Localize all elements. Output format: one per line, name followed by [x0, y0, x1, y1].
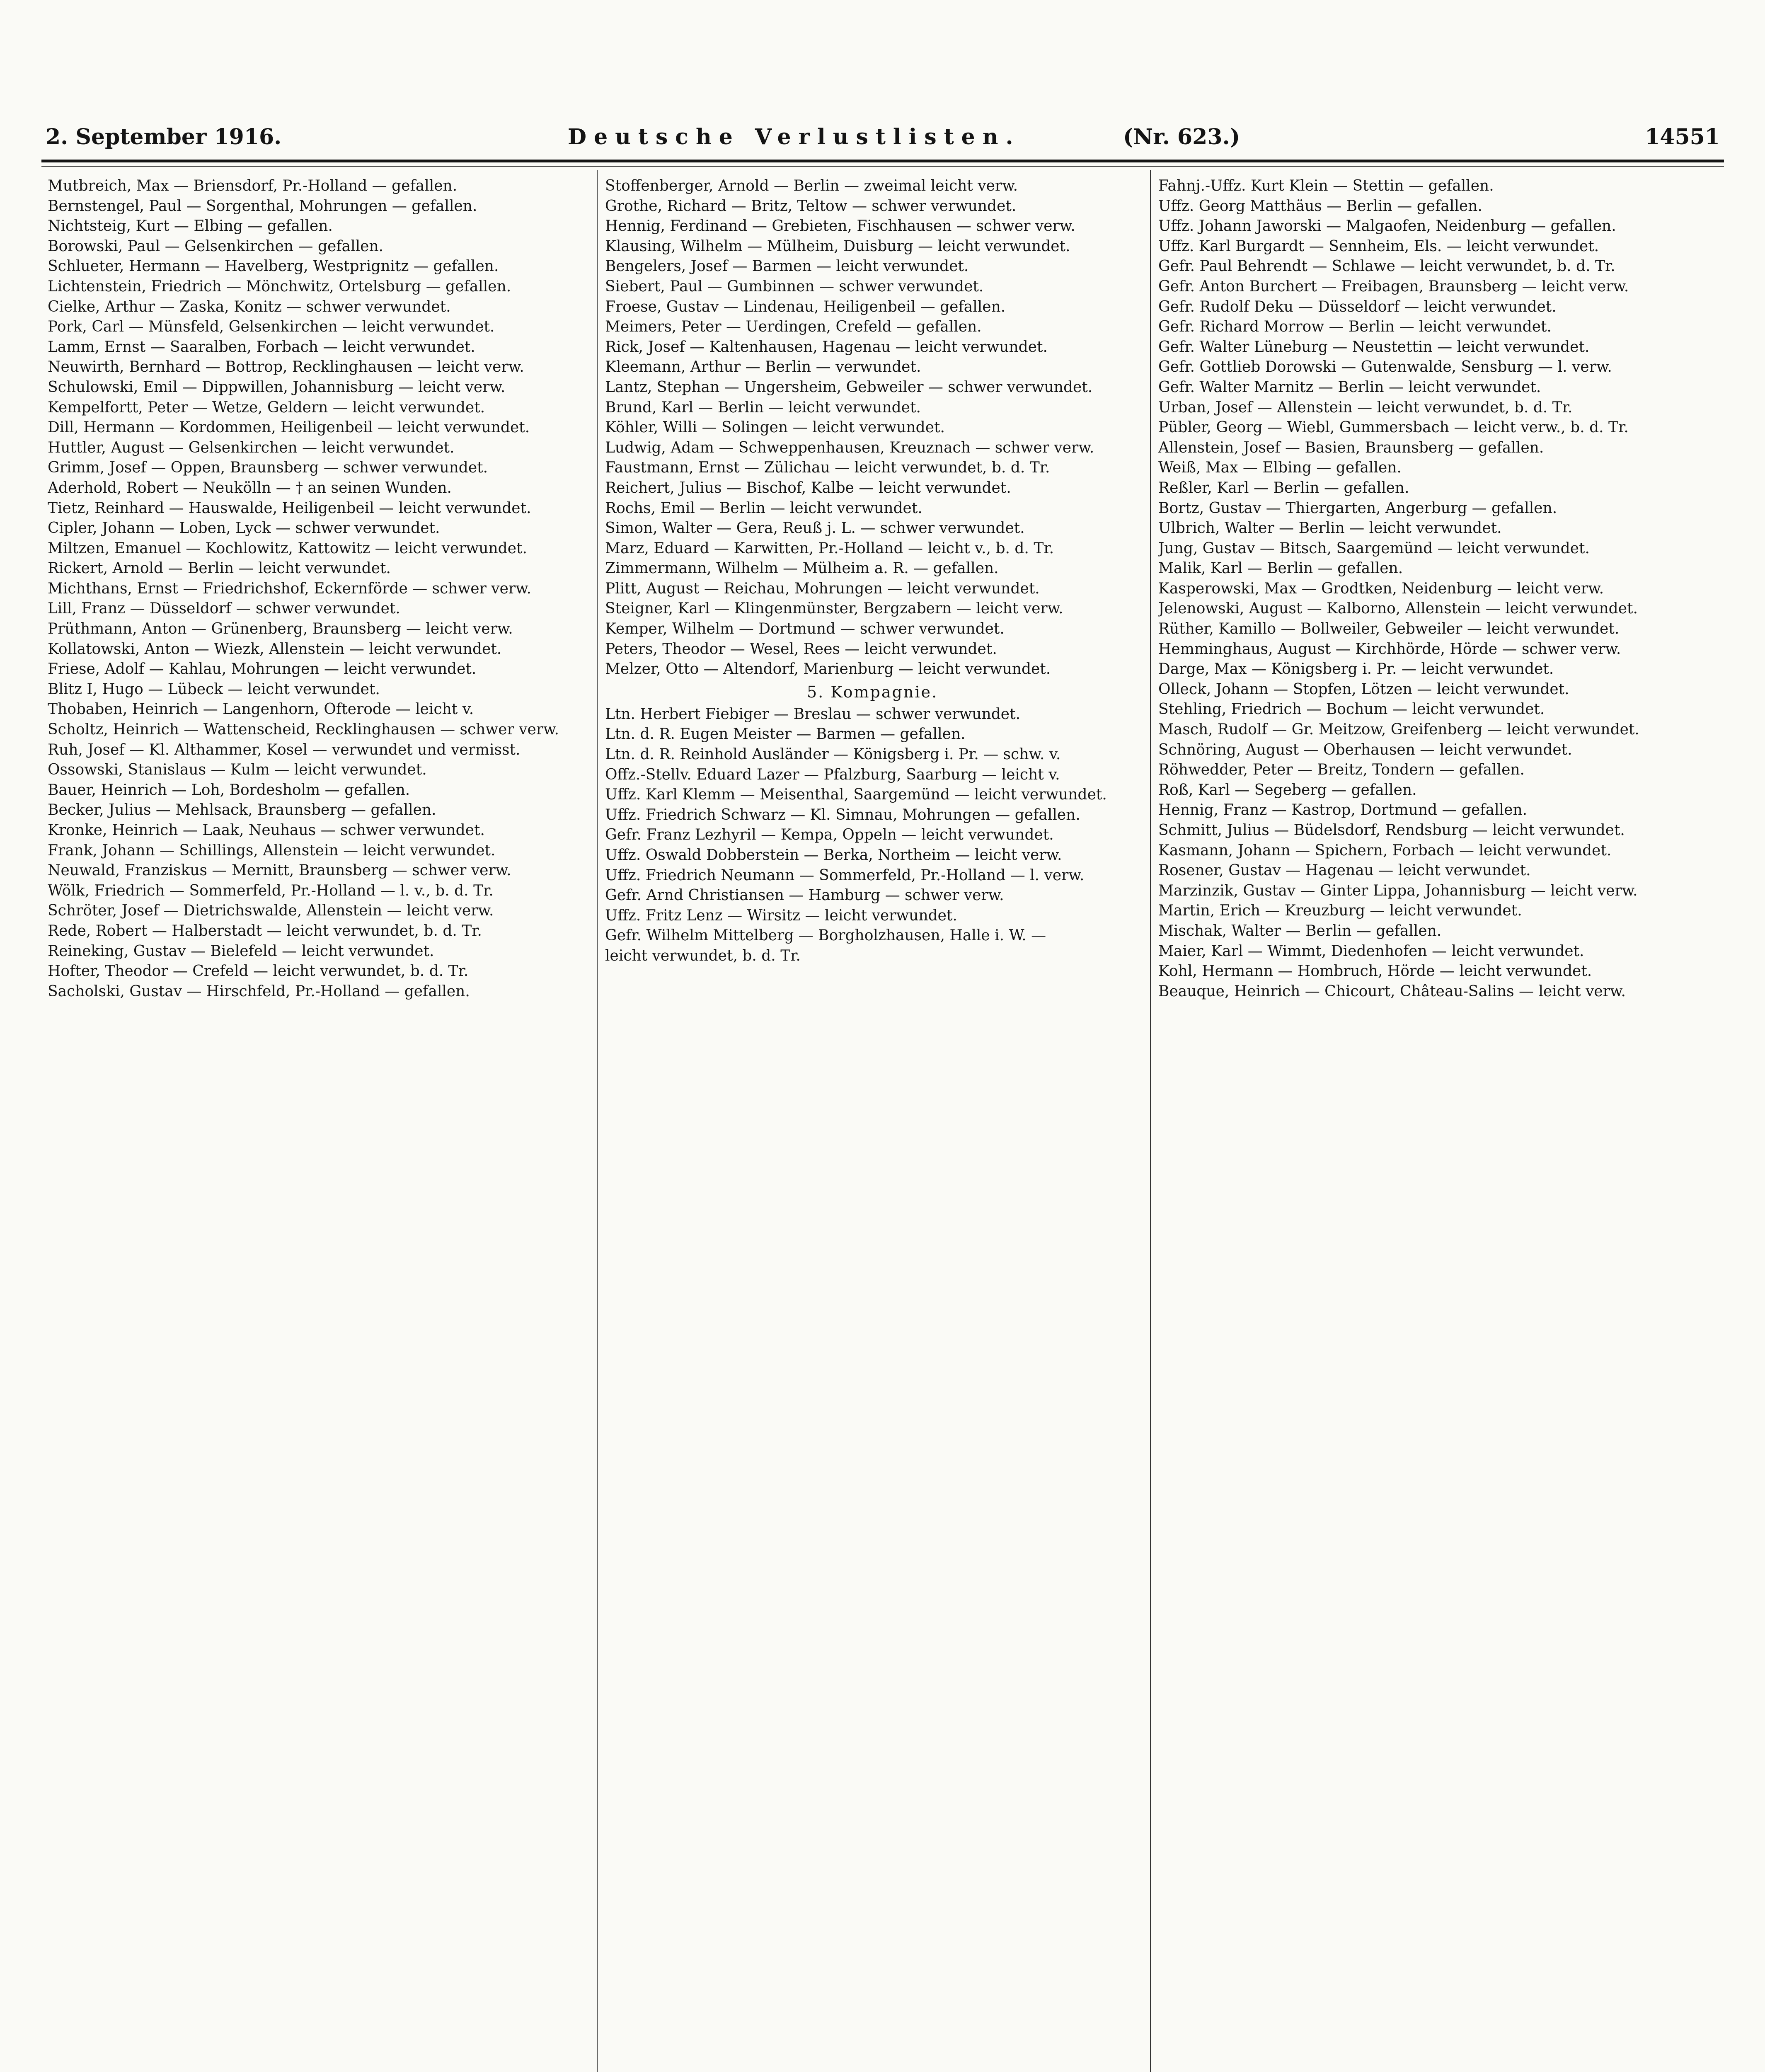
casualty-entry: Uffz. Karl Burgardt — Sennheim, Els. — leicht verwundet. [1158, 237, 1599, 255]
company-heading: 5. Kompagnie. [806, 683, 938, 701]
casualty-entry: Ltn. d. R. Eugen Meister — Barmen — gefallen. [605, 726, 966, 743]
casualty-entry: Röhwedder, Peter — Breitz, Tondern — gefallen. [1158, 761, 1525, 779]
casualty-entry: Hemminghaus, August — Kirchhörde, Hörde — schwer verw. [1158, 640, 1621, 658]
casualty-entry: Weiß, Max — Elbing — gefallen. [1158, 459, 1402, 477]
column-divider [1150, 170, 1151, 2072]
header-rule [41, 160, 1724, 162]
casualty-entry: Ruh, Josef — Kl. Althammer, Kosel — verwundet und vermisst. [48, 741, 521, 758]
casualty-entry: Schulowski, Emil — Dippwillen, Johannisburg — leicht verw. [48, 378, 506, 396]
casualty-entry: Masch, Rudolf — Gr. Meitzow, Greifenberg — leicht verwundet. [1158, 721, 1639, 738]
casualty-entry: Kollatowski, Anton — Wiezk, Allenstein — leicht verwundet. [48, 640, 502, 658]
casualty-entry: Rosener, Gustav — Hagenau — leicht verwundet. [1158, 862, 1531, 879]
header-title: Deutsche Verlustlisten. [568, 124, 1021, 150]
casualty-entry: Köhler, Willi — Solingen — leicht verwundet. [605, 419, 945, 436]
casualty-entry: Lantz, Stephan — Ungersheim, Gebweiler — schwer verwundet. [605, 378, 1093, 396]
casualty-entry: Ludwig, Adam — Schweppenhausen, Kreuznach — schwer verw. [605, 439, 1094, 456]
casualty-entry: Kempelfortt, Peter — Wetze, Geldern — leicht verwundet. [48, 399, 485, 416]
casualty-entry: Ulbrich, Walter — Berlin — leicht verwundet. [1158, 520, 1502, 537]
casualty-entry: Mutbreich, Max — Briensdorf, Pr.-Holland — gefallen. [48, 177, 458, 194]
header-date: 2. September 1916. [46, 124, 282, 150]
casualty-entry: Schmitt, Julius — Büdelsdorf, Rendsburg — leicht verwundet. [1158, 822, 1625, 839]
casualty-entry: Huttler, August — Gelsenkirchen — leicht verwundet. [48, 439, 455, 456]
casualty-entry: Friese, Adolf — Kahlau, Mohrungen — leicht verwundet. [48, 661, 477, 678]
casualty-entry: Hennig, Franz — Kastrop, Dortmund — gefallen. [1158, 801, 1528, 819]
casualty-entry: Blitz I, Hugo — Lübeck — leicht verwundet. [48, 680, 380, 698]
casualty-entry: Thobaben, Heinrich — Langenhorn, Ofterode — leicht v. [48, 701, 474, 718]
casualty-entry: Kleemann, Arthur — Berlin — verwundet. [605, 358, 921, 376]
casualty-entry: Klausing, Wilhelm — Mülheim, Duisburg — leicht verwundet. [605, 237, 1070, 255]
casualty-entry: Maier, Karl — Wimmt, Diedenhofen — leicht verwundet. [1158, 942, 1584, 960]
casualty-entry: Kohl, Hermann — Hombruch, Hörde — leicht verwundet. [1158, 963, 1592, 980]
header-page-number: 14551 [1645, 124, 1720, 150]
casualty-entry: Hennig, Ferdinand — Grebieten, Fischhausen — schwer verw. [605, 218, 1075, 235]
casualty-entry: Rickert, Arnold — Berlin — leicht verwundet. [48, 560, 391, 577]
page-header [46, 124, 1720, 153]
casualty-entry: Jung, Gustav — Bitsch, Saargemünd — leicht verwundet. [1158, 540, 1590, 557]
casualty-entry: Fahnj.-Uffz. Kurt Klein — Stettin — gefallen. [1158, 177, 1494, 194]
casualty-entry: Simon, Walter — Gera, Reuß j. L. — schwer verwundet. [605, 520, 1025, 537]
casualty-entry: Uffz. Karl Klemm — Meisenthal, Saargemünd — leicht verwundet. [605, 786, 1107, 804]
casualty-entry: Reineking, Gustav — Bielefeld — leicht verwundet. [48, 942, 434, 960]
casualty-entry: Roß, Karl — Segeberg — gefallen. [1158, 781, 1417, 799]
text-column-2 [605, 176, 1140, 2072]
casualty-entry: Pork, Carl — Münsfeld, Gelsenkirchen — leicht verwundet. [48, 318, 495, 336]
casualty-entry: Gefr. Franz Lezhyril — Kempa, Oppeln — leicht verwundet. [605, 826, 1054, 844]
casualty-entry: Faustmann, Ernst — Zülichau — leicht verwundet, b. d. Tr. [605, 459, 1050, 477]
casualty-entry: Ltn. Herbert Fiebiger — Breslau — schwer verwundet. [605, 705, 1021, 723]
casualty-entry: Darge, Max — Königsberg i. Pr. — leicht verwundet. [1158, 661, 1554, 678]
casualty-entry: Cielke, Arthur — Zaska, Konitz — schwer verwundet. [48, 298, 451, 315]
text-column-1 [48, 176, 582, 2072]
casualty-entry: Rede, Robert — Halberstadt — leicht verwundet, b. d. Tr. [48, 922, 482, 939]
casualty-entry: Meimers, Peter — Uerdingen, Crefeld — gefallen. [605, 318, 982, 336]
casualty-entry: Borowski, Paul — Gelsenkirchen — gefallen. [48, 237, 384, 255]
casualty-entry: Brund, Karl — Berlin — leicht verwundet. [605, 399, 921, 416]
casualty-entry: Uffz. Oswald Dobberstein — Berka, Northeim — leicht verw. [605, 847, 1062, 864]
casualty-entry: Neuwirth, Bernhard — Bottrop, Recklinghausen — leicht verw. [48, 358, 524, 376]
casualty-entry: Grimm, Josef — Oppen, Braunsberg — schwer verwundet. [48, 459, 488, 477]
casualty-entry: Hofter, Theodor — Crefeld — leicht verwundet, b. d. Tr. [48, 963, 469, 980]
casualty-entry: Beauque, Heinrich — Chicourt, Château-Salins — leicht verw. [1158, 983, 1626, 1000]
casualty-entry: Rick, Josef — Kaltenhausen, Hagenau — leicht verwundet. [605, 338, 1048, 356]
casualty-entry: Plitt, August — Reichau, Mohrungen — leicht verwundet. [605, 580, 1040, 597]
casualty-entry: Uffz. Fritz Lenz — Wirsitz — leicht verwundet. [605, 907, 957, 924]
casualty-entry: Gefr. Walter Marnitz — Berlin — leicht verwundet. [1158, 378, 1541, 396]
casualty-entry: Gefr. Arnd Christiansen — Hamburg — schwer verw. [605, 887, 1004, 904]
casualty-entry: Michthans, Ernst — Friedrichshof, Eckernförde — schwer verw. [48, 580, 532, 597]
casualty-entry: Aderhold, Robert — Neukölln — † an seinen Wunden. [48, 479, 452, 496]
casualty-entry: leicht verwundet, b. d. Tr. [605, 947, 801, 964]
casualty-entry: Uffz. Friedrich Neumann — Sommerfeld, Pr.-Holland — l. verw. [605, 867, 1085, 884]
casualty-entry: Schlueter, Hermann — Havelberg, Westprignitz — gefallen. [48, 258, 499, 275]
casualty-entry: Sacholski, Gustav — Hirschfeld, Pr.-Holland — gefallen. [48, 983, 470, 1000]
casualty-entry: Reichert, Julius — Bischof, Kalbe — leicht verwundet. [605, 479, 1011, 496]
column-divider [597, 170, 598, 2072]
casualty-entry: Stehling, Friedrich — Bochum — leicht verwundet. [1158, 701, 1545, 718]
casualty-entry: Urban, Josef — Allenstein — leicht verwundet, b. d. Tr. [1158, 399, 1573, 416]
casualty-entry: Becker, Julius — Mehlsack, Braunsberg — gefallen. [48, 801, 436, 819]
casualty-entry: Froese, Gustav — Lindenau, Heiligenbeil — gefallen. [605, 298, 1006, 315]
casualty-entry: Bengelers, Josef — Barmen — leicht verwundet. [605, 258, 969, 275]
casualty-entry: Zimmermann, Wilhelm — Mülheim a. R. — gefallen. [605, 560, 999, 577]
casualty-entry: Pübler, Georg — Wiebl, Gummersbach — leicht verw., b. d. Tr. [1158, 419, 1629, 436]
casualty-entry: Marz, Eduard — Karwitten, Pr.-Holland — leicht v., b. d. Tr. [605, 540, 1054, 557]
casualty-entry: Gefr. Wilhelm Mittelberg — Borgholzhausen, Halle i. W. — [605, 927, 1046, 944]
casualty-entry: Wölk, Friedrich — Sommerfeld, Pr.-Holland — l. v., b. d. Tr. [48, 882, 494, 899]
casualty-entry: Ltn. d. R. Reinhold Ausländer — Königsberg i. Pr. — schw. v. [605, 746, 1061, 763]
casualty-entry: Gefr. Walter Lüneburg — Neustettin — leicht verwundet. [1158, 338, 1590, 356]
casualty-entry: Bortz, Gustav — Thiergarten, Angerburg — gefallen. [1158, 499, 1557, 517]
casualty-entry: Kasperowski, Max — Grodtken, Neidenburg — leicht verw. [1158, 580, 1604, 597]
casualty-entry: Reßler, Karl — Berlin — gefallen. [1158, 479, 1409, 496]
casualty-entry: Lill, Franz — Düsseldorf — schwer verwundet. [48, 600, 400, 617]
casualty-entry: Offz.-Stellv. Eduard Lazer — Pfalzburg, Saarburg — leicht v. [605, 766, 1060, 783]
casualty-entry: Rüther, Kamillo — Bollweiler, Gebweiler — leicht verwundet. [1158, 620, 1620, 638]
casualty-entry: Prüthmann, Anton — Grünenberg, Braunsberg — leicht verw. [48, 620, 513, 638]
casualty-entry: Gefr. Paul Behrendt — Schlawe — leicht verwundet, b. d. Tr. [1158, 258, 1615, 275]
casualty-entry: Uffz. Friedrich Schwarz — Kl. Simnau, Mohrungen — gefallen. [605, 806, 1080, 823]
casualty-entry: Gefr. Anton Burchert — Freibagen, Braunsberg — leicht verw. [1158, 278, 1629, 295]
casualty-entry: Kasmann, Johann — Spichern, Forbach — leicht verwundet. [1158, 842, 1612, 859]
casualty-entry: Miltzen, Emanuel — Kochlowitz, Kattowitz — leicht verwundet. [48, 540, 527, 557]
casualty-entry: Frank, Johann — Schillings, Allenstein — leicht verwundet. [48, 842, 496, 859]
casualty-entry: Marzinzik, Gustav — Ginter Lippa, Johannisburg — leicht verw. [1158, 882, 1638, 899]
casualty-entry: Grothe, Richard — Britz, Teltow — schwer verwundet. [605, 197, 1017, 215]
header-issue-number: (Nr. 623.) [1123, 124, 1240, 150]
casualty-entry: Martin, Erich — Kreuzburg — leicht verwundet. [1158, 902, 1522, 920]
casualty-entry: Cipler, Johann — Loben, Lyck — schwer verwundet. [48, 520, 440, 537]
casualty-entry: Bernstengel, Paul — Sorgenthal, Mohrungen — gefallen. [48, 197, 477, 215]
casualty-entry: Melzer, Otto — Altendorf, Marienburg — leicht verwundet. [605, 661, 1051, 678]
casualty-entry: Neuwald, Franziskus — Mernitt, Braunsberg — schwer verw. [48, 862, 511, 879]
casualty-entry: Bauer, Heinrich — Loh, Bordesholm — gefallen. [48, 781, 410, 799]
casualty-entry: Scholtz, Heinrich — Wattenscheid, Recklinghausen — schwer verw. [48, 721, 559, 738]
casualty-entry: Allenstein, Josef — Basien, Braunsberg — gefallen. [1158, 439, 1544, 456]
casualty-entry: Kronke, Heinrich — Laak, Neuhaus — schwer verwundet. [48, 822, 485, 839]
casualty-entry: Stoffenberger, Arnold — Berlin — zweimal leicht verw. [605, 177, 1018, 194]
casualty-entry: Uffz. Georg Matthäus — Berlin — gefallen. [1158, 197, 1482, 215]
casualty-entry: Schnöring, August — Oberhausen — leicht verwundet. [1158, 741, 1572, 758]
casualty-entry: Rochs, Emil — Berlin — leicht verwundet. [605, 499, 922, 517]
text-column-3 [1158, 176, 1693, 2072]
casualty-entry: Gefr. Gottlieb Dorowski — Gutenwalde, Sensburg — l. verw. [1158, 358, 1612, 376]
casualty-entry: Ossowski, Stanislaus — Kulm — leicht verwundet. [48, 761, 427, 779]
casualty-entry: Gefr. Rudolf Deku — Düsseldorf — leicht verwundet. [1158, 298, 1557, 315]
casualty-entry: Malik, Karl — Berlin — gefallen. [1158, 560, 1403, 577]
casualty-entry: Kemper, Wilhelm — Dortmund — schwer verwundet. [605, 620, 1005, 638]
casualty-entry: Olleck, Johann — Stopfen, Lötzen — leicht verwundet. [1158, 680, 1569, 698]
header-rule-thin [41, 166, 1724, 167]
casualty-entry: Gefr. Richard Morrow — Berlin — leicht verwundet. [1158, 318, 1552, 336]
casualty-entry: Schröter, Josef — Dietrichswalde, Allenstein — leicht verw. [48, 902, 494, 920]
casualty-entry: Siebert, Paul — Gumbinnen — schwer verwundet. [605, 278, 984, 295]
casualty-entry: Lichtenstein, Friedrich — Mönchwitz, Ortelsburg — gefallen. [48, 278, 511, 295]
casualty-entry: Uffz. Johann Jaworski — Malgaofen, Neidenburg — gefallen. [1158, 218, 1616, 235]
casualty-entry: Dill, Hermann — Kordommen, Heiligenbeil — leicht verwundet. [48, 419, 530, 436]
casualty-entry: Lamm, Ernst — Saaralben, Forbach — leicht verwundet. [48, 338, 475, 356]
casualty-entry: Jelenowski, August — Kalborno, Allenstein — leicht verwundet. [1158, 600, 1638, 617]
casualty-entry: Peters, Theodor — Wesel, Rees — leicht verwundet. [605, 640, 997, 658]
casualty-entry: Tietz, Reinhard — Hauswalde, Heiligenbeil — leicht verwundet. [48, 499, 531, 517]
casualty-entry: Mischak, Walter — Berlin — gefallen. [1158, 922, 1442, 939]
casualty-entry: Steigner, Karl — Klingenmünster, Bergzabern — leicht verw. [605, 600, 1063, 617]
casualty-entry: Nichtsteig, Kurt — Elbing — gefallen. [48, 218, 333, 235]
